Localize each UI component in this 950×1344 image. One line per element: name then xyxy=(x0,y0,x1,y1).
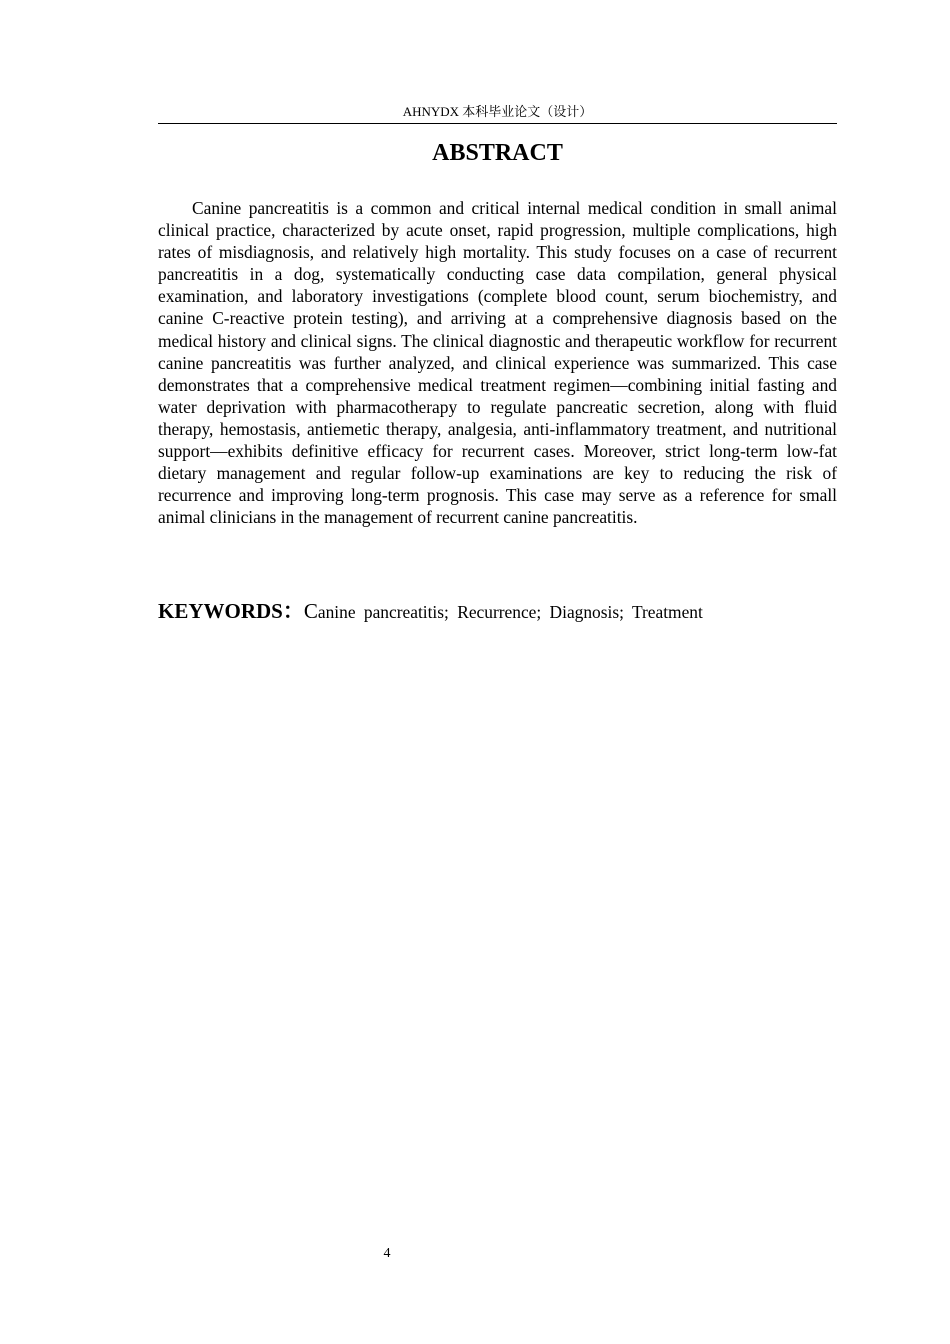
running-header: AHNYDX 本科毕业论文（设计） xyxy=(402,104,593,119)
abstract-title: ABSTRACT xyxy=(432,140,563,166)
abstract-body: Canine pancreatitis is a common and critical internal medical condition in small animal clinical practice, characterized by acute onset, rapid progression, multiple complications, high rates of misdiagnosis, and relatively high mortality. This study focuses on a case of recurrent pancreatitis in a dog, systematically conducting case data compilation, general physical examination, and laboratory investigations (complete blood count, serum biochemistry, and canine C-reactive protein testing), and arriving at a comprehensive diagnosis based on the medical history and clinical signs. The clinical diagnostic and therapeutic workflow for recurrent canine pancreatitis was further analyzed, and clinical experience was summarized. This case demonstrates that a comprehensive medical treatment regimen—combining initial fasting and water deprivation with pharmacotherapy to regulate pancreatic secretion, along with fluid therapy, hemostasis, antiemetic therapy, analgesia, anti-inflammatory treatment, and nutritional support—exhibits definitive efficacy for recurrent cases. Moreover, strict long-term low-fat dietary management and regular follow-up examinations are key to reducing the risk of recurrence and improving long-term prognosis. This case may serve as a reference for small animal clinicians in the management of recurrent canine pancreatitis. xyxy=(158,198,837,528)
keywords-line xyxy=(158,598,837,625)
keywords-label: KEYWORDS： xyxy=(158,599,304,623)
keywords-text: anine pancreatitis; Recurrence; Diagnosis; Treatment xyxy=(317,602,703,622)
page-number: 4 xyxy=(383,1246,391,1261)
header-divider xyxy=(158,123,837,124)
keywords-first-letter: C xyxy=(303,599,318,623)
